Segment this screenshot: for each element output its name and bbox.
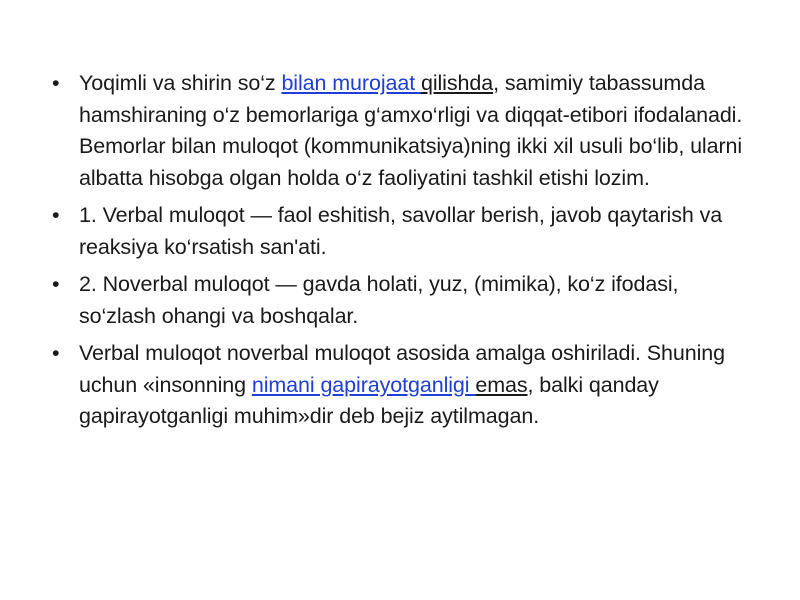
- bullet-4-text-end: , balki qanday gapirayotganligi muhim»dir deb bejiz aytilmagan.: [79, 372, 659, 428]
- bullet-1-underlined-text: qilishda: [420, 71, 494, 95]
- bullet-item-2: [46, 200, 746, 263]
- bullet-4-text-start: Verbal muloqot noverbal muloqot asosida amalga oshiriladi. Shuning uchun «insonning: [79, 341, 725, 397]
- bullet-2-text: 1. Verbal muloqot — faol eshitish, savollar berish, javob qaytarish va reaksiya ko‘rsatish san'ati.: [79, 203, 723, 259]
- bullet-1-text-start: Yoqimli va shirin so‘z: [79, 71, 282, 95]
- bullet-item-3: [46, 269, 746, 332]
- bullet-item-4: [46, 338, 746, 433]
- bullet-4-underlined-text: emas: [475, 372, 528, 397]
- bullet-3-text: 2. Noverbal muloqot — gavda holati, yuz, (mimika), ko‘z ifodasi, so‘zlash ohangi va boshqalar.: [79, 272, 679, 328]
- bullet-4-link[interactable]: nimani gapirayotganligi: [251, 372, 476, 397]
- bullet-1-link[interactable]: bilan murojaat: [281, 71, 421, 95]
- bullet-1-text-end: , samimiy tabassumda hamshiraning o‘z bemorlariga g‘amxo‘rligi va diqqat-etibori ifodalanadi. Bemorlar bilan muloqot (kommunikatsiya)ning ikki xil usuli bo‘lib, ularni albatta hisobga olgan holda o‘z faoliyatini tashkil etishi lozim.: [79, 71, 743, 190]
- bullet-list: [46, 68, 746, 439]
- bullet-item-1: [46, 68, 746, 194]
